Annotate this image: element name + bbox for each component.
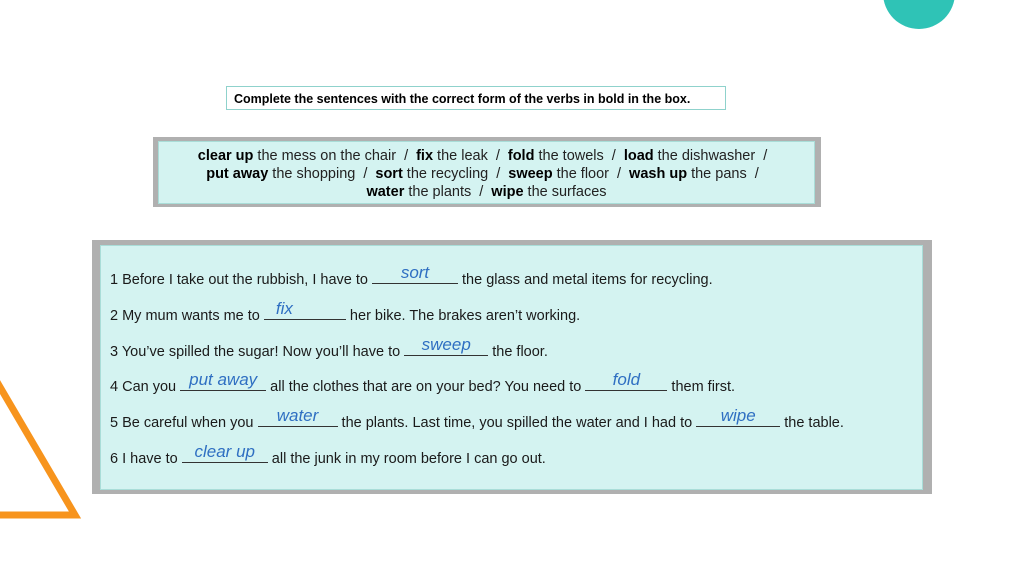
sentence-text: 2 My mum wants me to: [110, 308, 264, 324]
answer-blank: [258, 406, 338, 427]
verb-bold: clear up: [197, 148, 254, 164]
verb-bold: put away: [206, 166, 269, 182]
verb-bold: load: [623, 148, 654, 164]
verb-bold: water: [366, 184, 405, 200]
verb-separator: /: [496, 166, 501, 182]
verb-bold: sort: [375, 166, 403, 182]
sentences-box: [100, 245, 923, 490]
sentence-text: her bike. The brakes aren’t working.: [345, 308, 581, 324]
sentence-5: [110, 406, 844, 431]
sentence-text: 4 Can you: [110, 379, 181, 395]
verb-separator: /: [479, 184, 484, 200]
sentence-3: [110, 335, 548, 360]
answer-text: clear up: [194, 442, 255, 461]
sentence-text: all the clothes that are on your bed? You need to: [266, 379, 586, 395]
verb-bold: fix: [416, 148, 434, 164]
answer-blank: [182, 442, 268, 463]
sentence-text: 3 You’ve spilled the sugar! Now you’ll have to: [110, 344, 405, 360]
verb-rest: the dishwasher: [653, 148, 756, 164]
verb-rest: the leak: [433, 148, 488, 164]
answer-text: fold: [612, 370, 641, 389]
answer-blank: [585, 370, 667, 391]
sentence-text: them first.: [667, 379, 736, 395]
sentence-6: [110, 442, 546, 467]
answer-text: fix: [275, 299, 293, 318]
verb-separator: /: [611, 148, 616, 164]
verb-rest: the plants: [404, 184, 472, 200]
sentence-1: [110, 263, 713, 288]
answer-text: sort: [400, 263, 430, 282]
sentence-text: the plants. Last time, you spilled the water and I had to: [337, 415, 697, 431]
verb-bold: fold: [507, 148, 535, 164]
answer-blank: [404, 335, 488, 356]
verb-rest: the mess on the chair: [253, 148, 397, 164]
verb-separator: /: [363, 166, 368, 182]
verb-bold: wipe: [491, 184, 524, 200]
sentence-4: [110, 370, 736, 395]
verb-separator: /: [495, 148, 500, 164]
verb-rest: the surfaces: [523, 184, 607, 200]
sentence-text: 5 Be careful when you: [110, 415, 258, 431]
answer-text: wipe: [720, 406, 756, 425]
instruction-box: [226, 86, 726, 110]
verb-rest: the floor: [552, 166, 610, 182]
answer-text: put away: [189, 370, 258, 389]
answer-text: water: [276, 406, 319, 425]
verb-rest: the shopping: [268, 166, 356, 182]
verb-separator: /: [754, 166, 759, 182]
verb-bold: sweep: [508, 166, 553, 182]
sentence-text: 6 I have to: [110, 451, 182, 467]
sentence-text: the table.: [780, 415, 844, 431]
answer-blank: [696, 406, 780, 427]
sentence-text: 1 Before I take out the rubbish, I have to: [110, 272, 372, 288]
verb-rest: the towels: [534, 148, 604, 164]
answer-blank: [180, 370, 266, 391]
verb-line-1: [159, 147, 814, 165]
instruction-text: Complete the sentences with the correct form of the verbs in bold in the box.: [234, 92, 691, 106]
teal-circle-decoration: [883, 0, 955, 29]
answer-blank: [372, 263, 458, 284]
orange-triangle-decoration: [0, 370, 90, 530]
verb-bold: wash up: [629, 166, 688, 182]
verb-line-2: [159, 165, 814, 183]
sentence-text: all the junk in my room before I can go out.: [267, 451, 546, 467]
verb-box: [158, 141, 815, 204]
sentence-text: the floor.: [488, 344, 548, 360]
verb-rest: the recycling: [402, 166, 489, 182]
sentence-2: [110, 299, 581, 324]
verb-rest: the pans: [687, 166, 747, 182]
answer-text: sweep: [421, 335, 471, 354]
answer-blank: [264, 299, 346, 320]
verb-separator: /: [617, 166, 622, 182]
verb-separator: /: [763, 148, 768, 164]
sentence-text: the glass and metal items for recycling.: [457, 272, 713, 288]
verb-line-3: [159, 183, 814, 201]
verb-separator: /: [404, 148, 409, 164]
